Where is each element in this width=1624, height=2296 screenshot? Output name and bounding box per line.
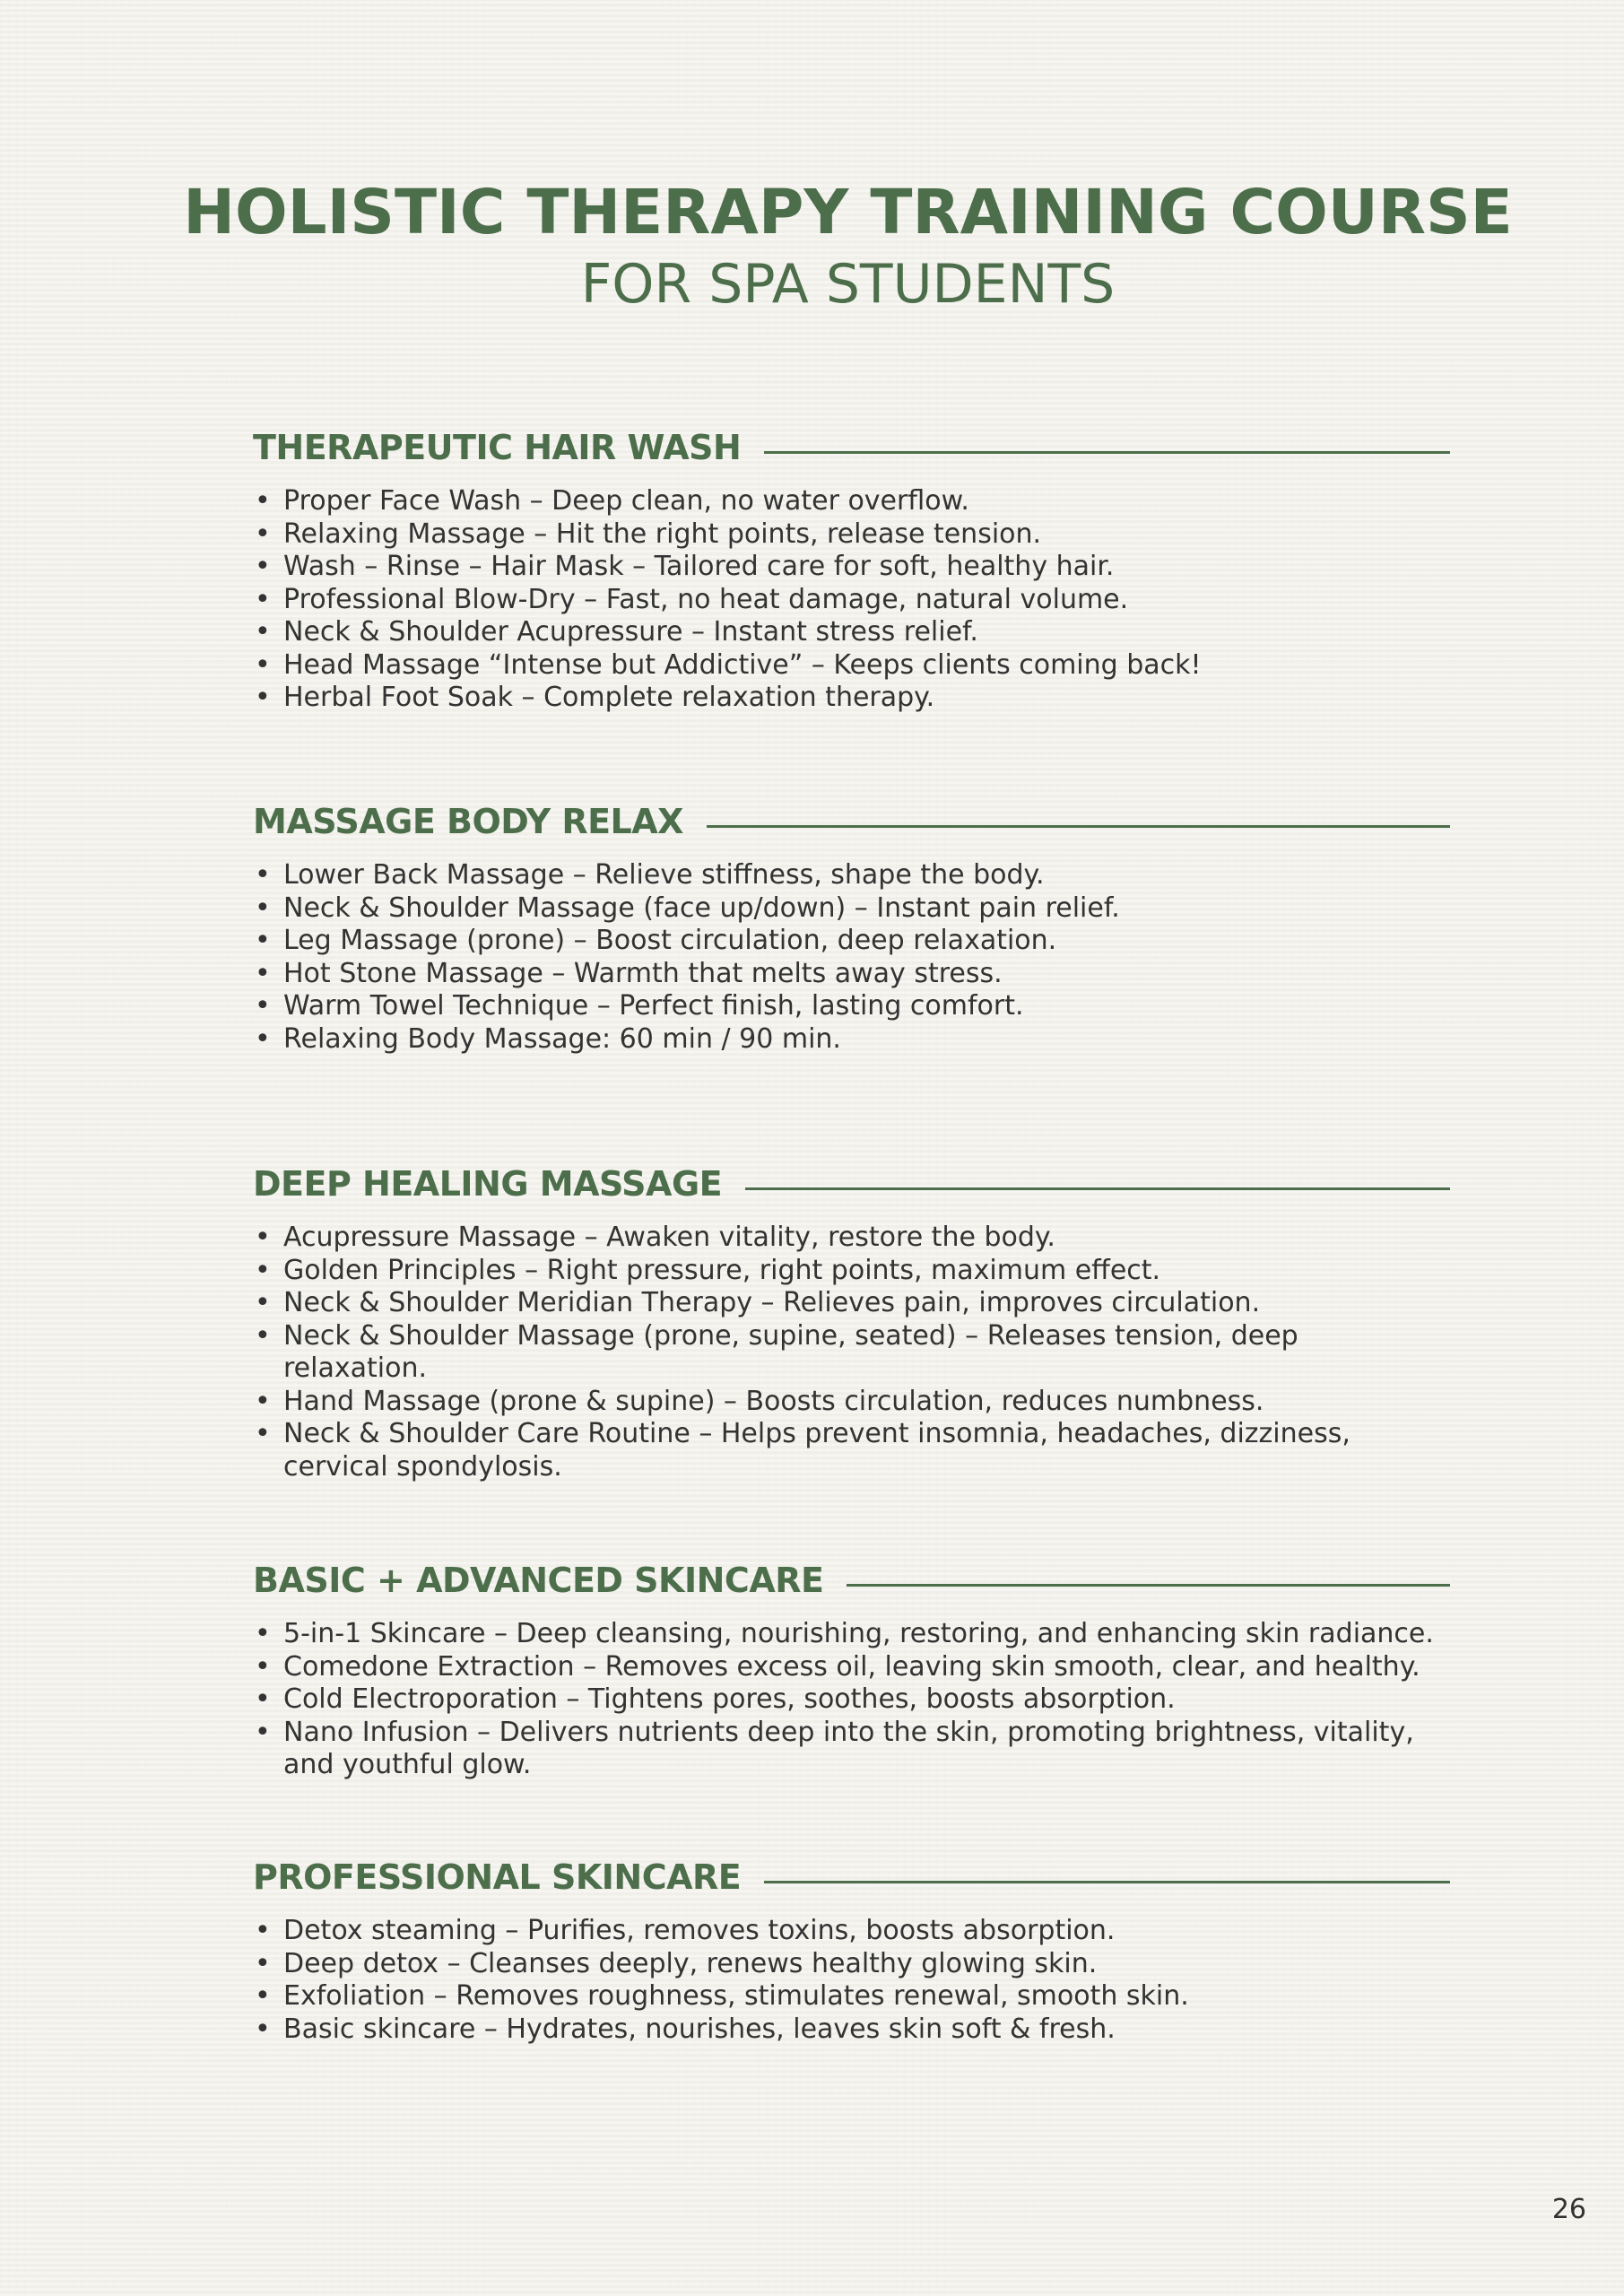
section-divider (764, 451, 1450, 454)
list-item-text: Deep detox – Cleanses deeply, renews healthy glowing skin. (283, 1947, 1098, 1979)
bullet-icon: • (255, 616, 271, 648)
list-item (253, 892, 1450, 926)
list-item-text: Wash – Rinse – Hair Mask – Tailored care for soft, healthy hair. (283, 551, 1115, 582)
list-item-text: 5-in-1 Skincare – Deep cleansing, nourishing, restoring, and enhancing skin radiance. (283, 1618, 1434, 1649)
list-item (253, 1222, 1450, 1255)
section-heading: DEEP HEALING MASSAGE (253, 1164, 723, 1204)
section-massage-body-relax (253, 798, 1450, 1056)
list-item (253, 682, 1450, 715)
section-header (253, 1161, 1450, 1207)
list-item-text: Golden Principles – Right pressure, right points, maximum effect. (283, 1254, 1161, 1286)
list-item (253, 1948, 1450, 1981)
list-item-text: Neck & Shoulder Massage (prone, supine, seated) – Releases tension, deep relaxation. (283, 1319, 1298, 1384)
list-item-text: Exfoliation – Removes roughness, stimulates renewal, smooth skin. (283, 1980, 1189, 2012)
list-item-text: Proper Face Wash – Deep clean, no water overflow. (283, 485, 969, 517)
list-item-text: Relaxing Body Massage: 60 min / 90 min. (283, 1022, 841, 1055)
section-list (253, 485, 1450, 715)
list-item (253, 551, 1450, 584)
section-divider (764, 1881, 1450, 1883)
section-professional-skincare (253, 1854, 1450, 2046)
bullet-icon: • (255, 682, 271, 713)
list-item-text: Cold Electroporation – Tightens pores, soothes, boosts absorption. (283, 1683, 1176, 1715)
section-divider (847, 1584, 1450, 1587)
list-item-text: Nano Infusion – Delivers nutrients deep into the skin, promoting brightness, vitality, and youthful glow. (283, 1716, 1414, 1780)
section-heading: MASSAGE BODY RELAX (253, 802, 683, 841)
bullet-icon: • (255, 957, 271, 989)
list-item (253, 1915, 1450, 1948)
list-item (253, 616, 1450, 649)
section-basic-advanced-skincare (253, 1557, 1450, 1782)
section-therapeutic-hair-wash (253, 424, 1450, 715)
list-item-text: Basic skincare – Hydrates, nourishes, leaves skin soft & fresh. (283, 2013, 1116, 2045)
bullet-icon: • (255, 1319, 271, 1352)
section-heading: THERAPEUTIC HAIR WASH (253, 428, 742, 467)
section-list (253, 1222, 1450, 1483)
bullet-icon: • (255, 1418, 271, 1449)
list-item-text: Professional Blow-Dry – Fast, no heat damage, natural volume. (283, 583, 1129, 615)
list-item-text: Head Massage “Intense but Addictive” – Keeps clients coming back! (283, 648, 1202, 681)
bullet-icon: • (255, 517, 271, 550)
section-divider (745, 1187, 1450, 1190)
list-item-text: Relaxing Massage – Hit the right points, release tension. (283, 517, 1042, 550)
section-heading: BASIC + ADVANCED SKINCARE (253, 1561, 824, 1600)
page-subtitle: FOR SPA STUDENTS (580, 253, 1116, 316)
bullet-icon: • (255, 1683, 271, 1715)
list-item (253, 485, 1450, 518)
section-header (253, 1557, 1450, 1604)
list-item (253, 1980, 1450, 2013)
bullet-icon: • (255, 1618, 271, 1649)
list-item (253, 1618, 1450, 1651)
list-item (253, 1287, 1450, 1320)
list-item-text: Detox steaming – Purifies, removes toxins, boosts absorption. (283, 1915, 1116, 1946)
list-item (253, 1651, 1450, 1684)
list-item-text: Neck & Shoulder Acupressure – Instant stress relief. (283, 616, 978, 648)
list-item-text: Lower Back Massage – Relieve stiffness, shape the body. (283, 859, 1045, 891)
bullet-icon: • (255, 1287, 271, 1318)
bullet-icon: • (255, 1650, 271, 1683)
bullet-icon: • (255, 1222, 271, 1253)
list-item (253, 649, 1450, 683)
bullet-icon: • (255, 583, 271, 615)
bullet-icon: • (255, 485, 271, 517)
bullet-icon: • (255, 1947, 271, 1979)
bullet-icon: • (255, 1716, 271, 1748)
list-item-text: Neck & Shoulder Meridian Therapy – Relieves pain, improves circulation. (283, 1287, 1261, 1318)
bullet-icon: • (255, 990, 271, 1022)
list-item (253, 859, 1450, 892)
list-item (253, 1683, 1450, 1717)
list-item-text: Comedone Extraction – Removes excess oil, leaving skin smooth, clear, and healthy. (283, 1650, 1420, 1683)
list-item-text: Herbal Foot Soak – Complete relaxation therapy. (283, 682, 935, 713)
list-item (253, 1717, 1450, 1782)
page-number: 26 (1551, 2194, 1586, 2225)
bullet-icon: • (255, 1915, 271, 1946)
list-item-text: Hot Stone Massage – Warmth that melts away stress. (283, 957, 1003, 989)
bullet-icon: • (255, 1254, 271, 1286)
list-item (253, 1320, 1450, 1386)
section-list (253, 1618, 1450, 1782)
list-item (253, 1255, 1450, 1288)
section-header (253, 1854, 1450, 1900)
list-item (253, 925, 1450, 958)
bullet-icon: • (255, 2013, 271, 2045)
list-item (253, 958, 1450, 991)
list-item (253, 990, 1450, 1023)
bullet-icon: • (255, 1385, 271, 1417)
section-header (253, 798, 1450, 845)
bullet-icon: • (255, 648, 271, 681)
list-item (253, 1386, 1450, 1419)
section-list (253, 1915, 1450, 2046)
section-header (253, 424, 1450, 471)
bullet-icon: • (255, 1980, 271, 2012)
list-item (253, 584, 1450, 617)
list-item-text: Neck & Shoulder Massage (face up/down) – Instant pain relief. (283, 891, 1120, 924)
list-item (253, 2013, 1450, 2047)
bullet-icon: • (255, 551, 271, 582)
bullet-icon: • (255, 1022, 271, 1055)
bullet-icon: • (255, 925, 271, 956)
section-deep-healing-massage (253, 1161, 1450, 1483)
list-item (253, 518, 1450, 552)
list-item (253, 1023, 1450, 1057)
section-list (253, 859, 1450, 1056)
page-title: HOLISTIC THERAPY TRAINING COURSE (183, 177, 1513, 248)
list-item-text: Warm Towel Technique – Perfect finish, lasting comfort. (283, 990, 1024, 1022)
bullet-icon: • (255, 859, 271, 891)
list-item-text: Hand Massage (prone & supine) – Boosts circulation, reduces numbness. (283, 1385, 1264, 1417)
section-divider (707, 825, 1450, 828)
section-heading: PROFESSIONAL SKINCARE (253, 1857, 742, 1897)
list-item-text: Acupressure Massage – Awaken vitality, restore the body. (283, 1222, 1055, 1253)
list-item (253, 1418, 1450, 1483)
bullet-icon: • (255, 891, 271, 924)
list-item-text: Leg Massage (prone) – Boost circulation, deep relaxation. (283, 925, 1057, 956)
list-item-text: Neck & Shoulder Care Routine – Helps prevent insomnia, headaches, dizziness, cervical spondylosis. (283, 1418, 1350, 1483)
